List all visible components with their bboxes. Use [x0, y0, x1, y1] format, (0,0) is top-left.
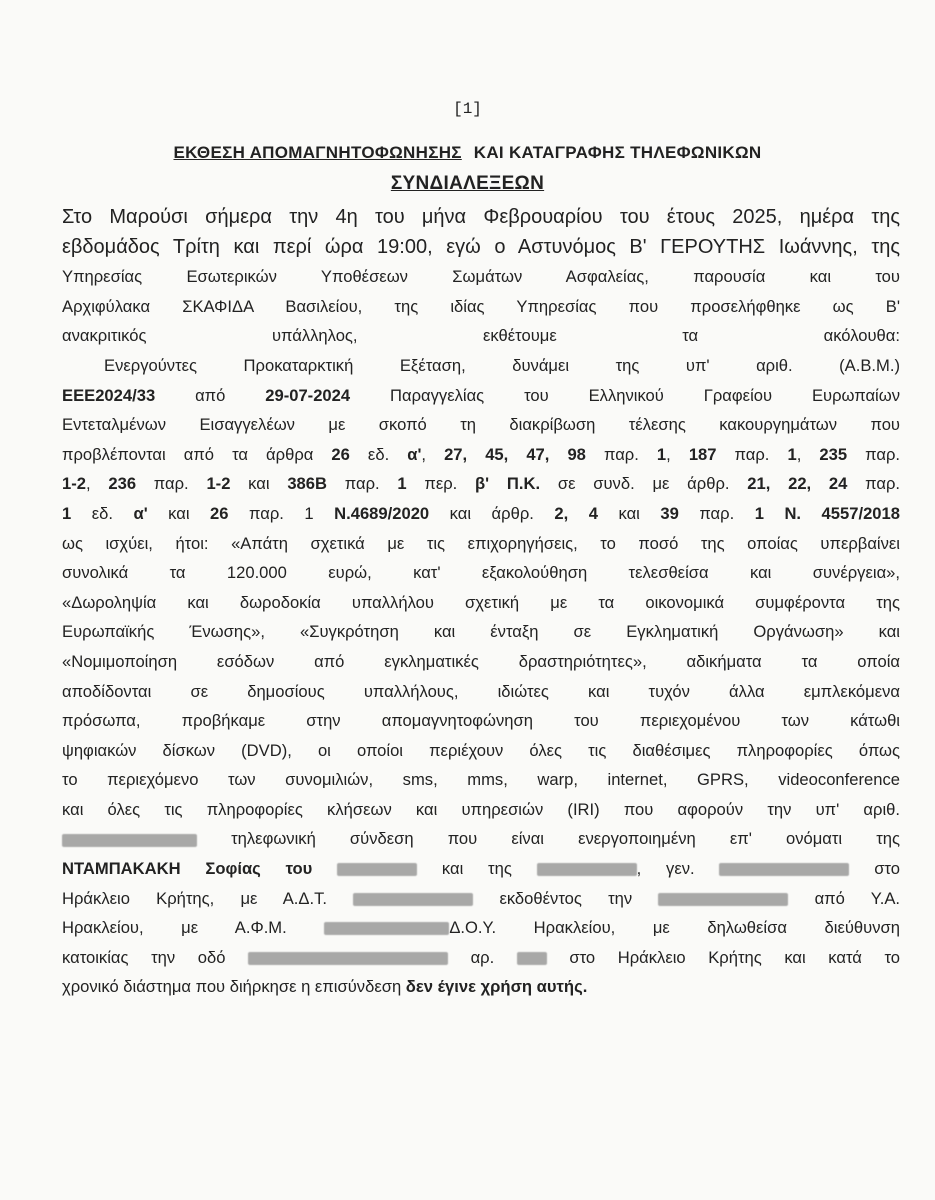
text-line [62, 203, 900, 233]
text-segment: από [155, 385, 266, 405]
text-segment: και [230, 474, 288, 494]
bold-text: Ν.4689/2020 [334, 503, 430, 523]
text-line [62, 824, 900, 854]
text-segment: αποδίδονται σε δημοσίους υπαλλήλους, ιδιώτες και τυχόν άλλα εμπλεκόμενα [62, 681, 900, 701]
bold-text: δεν έγινε χρήση αυτής. [405, 977, 588, 997]
bold-text: ΝΤΑΜΠΑΚΑΚΗ Σοφίας του [62, 859, 313, 879]
text-segment: περ. [406, 474, 476, 494]
text-segment: τηλεφωνική σύνδεση που είναι ενεργοποιημένη επ' ονόματι της [197, 829, 900, 849]
text-segment: , [666, 444, 689, 464]
bold-text: 1-2 [62, 474, 86, 494]
text-segment: στο [849, 859, 900, 879]
bold-text: ΕΕΕ2024/33 [62, 385, 156, 405]
text-segment: εβδομάδος Τρίτη και περί ώρα 19:00, εγώ ο Αστυνόμος Β' ΓΕΡΟΥΤΗΣ Ιωάννης, της [62, 235, 900, 258]
text-segment: και [147, 503, 211, 523]
text-segment: και άρθρ. [429, 503, 555, 523]
text-segment: Ενεργούντες Προκαταρκτική Εξέταση, δυνάμει της υπ' αριθ. (Α.Β.Μ.) [104, 355, 900, 375]
redaction-block [337, 863, 417, 876]
text-line [62, 410, 900, 440]
bold-text: 21, 22, 24 [747, 474, 848, 494]
text-segment: και όλες τις πληροφορίες κλήσεων και υπηρεσιών (IRI) που αφορούν την υπ' αριθ. [62, 799, 900, 819]
text-line [62, 943, 900, 973]
bold-text: 1 [787, 444, 797, 464]
text-line [62, 617, 900, 647]
text-line [62, 884, 900, 914]
document-title-line-2: ΣΥΝΔΙΑΛΕΞΕΩΝ [390, 173, 545, 194]
text-line [62, 529, 900, 559]
text-segment: στο Ηράκλειο Κρήτης και κατά το [546, 947, 900, 967]
text-line [62, 765, 900, 795]
text-segment: παρ. [327, 474, 398, 494]
text-segment: σε συνδ. με άρθρ. [540, 474, 748, 494]
text-line [62, 321, 900, 351]
redaction-block [324, 922, 449, 935]
text-line [62, 913, 900, 943]
text-segment: ανακριτικός υπάλληλος, εκθέτουμε τα ακόλουθα: [62, 326, 900, 346]
page-number: [1] [453, 100, 482, 118]
text-segment: παρ. [585, 444, 657, 464]
text-segment: Αρχιφύλακα ΣΚΑΦΙΔΑ Βασιλείου, της ιδίας Υπηρεσίας που προσελήφθηκε ως Β' [62, 296, 900, 316]
text-line [62, 351, 900, 381]
text-segment: εδ. [349, 444, 408, 464]
bold-text: 1-2 [206, 474, 231, 494]
text-segment: πρόσωπα, προβήκαμε στην απομαγνητοφώνηση του περιεχομένου των κάτωθι [62, 711, 900, 731]
redaction-block [537, 863, 637, 876]
bold-text: 39 [660, 503, 679, 523]
bold-text: 29-07-2024 [265, 385, 351, 405]
bold-text: α' [133, 503, 148, 523]
text-segment: Υπηρεσίας Εσωτερικών Υποθέσεων Σωμάτων Ασφαλείας, παρουσία και του [62, 267, 900, 287]
text-line [62, 854, 900, 884]
text-segment: «Δωροληψία και δωροδοκία υπαλλήλου σχετική με τα οικονομικά συμφέροντα της [62, 592, 900, 612]
text-line [62, 795, 900, 825]
redaction-block [248, 952, 448, 965]
redaction-block [517, 952, 547, 965]
text-line [62, 588, 900, 618]
text-segment: παρ. [847, 474, 901, 494]
text-segment: , [85, 474, 109, 494]
text-segment [312, 859, 337, 878]
bold-text: 2, 4 [554, 503, 598, 523]
bold-text: 26 [331, 444, 350, 464]
text-line [62, 469, 900, 499]
text-segment: «Νομιμοποίηση εσόδων από εγκληματικές δραστηριότητες», αδικήματα τα οποία [62, 651, 900, 671]
text-segment: προβλέπονται από τα άρθρα [62, 444, 332, 464]
text-segment: Ηράκλειο Κρήτης, με Α.Δ.Τ. [62, 888, 354, 908]
text-segment: κατοικίας την οδό [62, 947, 248, 967]
text-segment: παρ. [847, 444, 900, 464]
document-body [62, 203, 900, 1002]
bold-text: 386Β [287, 474, 327, 494]
text-segment: και της [417, 859, 537, 879]
text-segment: Ευρωπαϊκής Ένωσης», «Συγκρότηση και ένταξη σε Εγκληματική Οργάνωση» και [62, 622, 900, 642]
bold-text: 1 Ν. 4557/2018 [754, 503, 900, 523]
bold-text: 1 [397, 474, 407, 494]
text-line [62, 292, 900, 322]
text-segment: , γεν. [636, 859, 720, 879]
bold-text: 27, 45, 47, 98 [444, 444, 586, 464]
text-segment: Στο Μαρούσι σήμερα την 4η του μήνα Φεβρουαρίου του έτους 2025, ημέρα της [62, 206, 900, 228]
title-part-2: ΚΑΙ ΚΑΤΑΓΡΑΦΗΣ ΤΗΛΕΦΩΝΙΚΩΝ [473, 143, 762, 162]
redaction-block [658, 893, 788, 906]
text-line [62, 677, 900, 707]
bold-text: 187 [688, 444, 717, 464]
text-line [62, 706, 900, 736]
text-segment: παρ. [716, 444, 788, 464]
text-line [62, 233, 900, 263]
text-segment: , [421, 444, 445, 464]
text-segment: παρ. [136, 474, 207, 494]
text-line [62, 558, 900, 588]
bold-text: 236 [108, 474, 137, 494]
bold-text: 26 [210, 503, 229, 523]
text-segment: Παραγγελίας του Ελληνικού Γραφείου Ευρωπαίων [350, 385, 900, 405]
text-segment: εκδοθέντος την [473, 888, 659, 908]
text-line [62, 972, 900, 1002]
text-segment: και [597, 503, 661, 523]
text-segment: ψηφιακών δίσκων (DVD), οι οποίοι περιέχουν όλες τις διαθέσιμες πληροφορίες όπως [62, 740, 900, 760]
redaction-block [719, 863, 849, 876]
bold-text: α' [407, 444, 422, 464]
bold-text: 235 [819, 444, 848, 464]
text-line [62, 440, 900, 470]
text-line [62, 736, 900, 766]
redaction-block [353, 893, 473, 906]
text-segment: εδ. [71, 503, 134, 523]
text-line [62, 381, 900, 411]
text-segment: από Υ.Α. [788, 888, 900, 908]
text-segment: παρ. 1 [228, 503, 335, 523]
text-segment: παρ. [678, 503, 755, 523]
document-title [0, 143, 935, 163]
text-segment: Δ.Ο.Υ. Ηρακλείου, με δηλωθείσα διεύθυνση [449, 918, 900, 938]
text-line [62, 647, 900, 677]
title-part-1: ΕΚΘΕΣΗ ΑΠΟΜΑΓΝΗΤΟΦΩΝΗΣΗΣ [173, 143, 462, 162]
text-segment: χρονικό διάστημα που διήρκησε η επισύνδεση [62, 977, 406, 997]
text-segment: ως ισχύει, ήτοι: «Απάτη σχετικά με τις επιχορηγήσεις, το ποσό της οποίας υπερβαίνει [62, 533, 900, 553]
bold-text: 1 [656, 444, 667, 464]
text-segment: το περιεχόμενο των συνομιλιών, sms, mms, warp, internet, GPRS, videoconference [62, 770, 900, 790]
bold-text: 1 [62, 503, 72, 523]
text-segment: Εντεταλμένων Εισαγγελέων με σκοπό τη διακρίβωση τέλεσης κακουργημάτων που [62, 415, 900, 435]
text-line [62, 499, 900, 529]
redaction-block [62, 834, 197, 847]
text-segment: αρ. [448, 947, 517, 967]
bold-text: β' Π.Κ. [475, 474, 541, 494]
text-segment: , [796, 444, 820, 464]
text-line [62, 262, 900, 292]
text-segment: Ηρακλείου, με Α.Φ.Μ. [62, 918, 325, 938]
text-segment: συνολικά τα 120.000 ευρώ, κατ' εξακολούθηση τελεσθείσα και συνέργεια», [62, 563, 900, 583]
